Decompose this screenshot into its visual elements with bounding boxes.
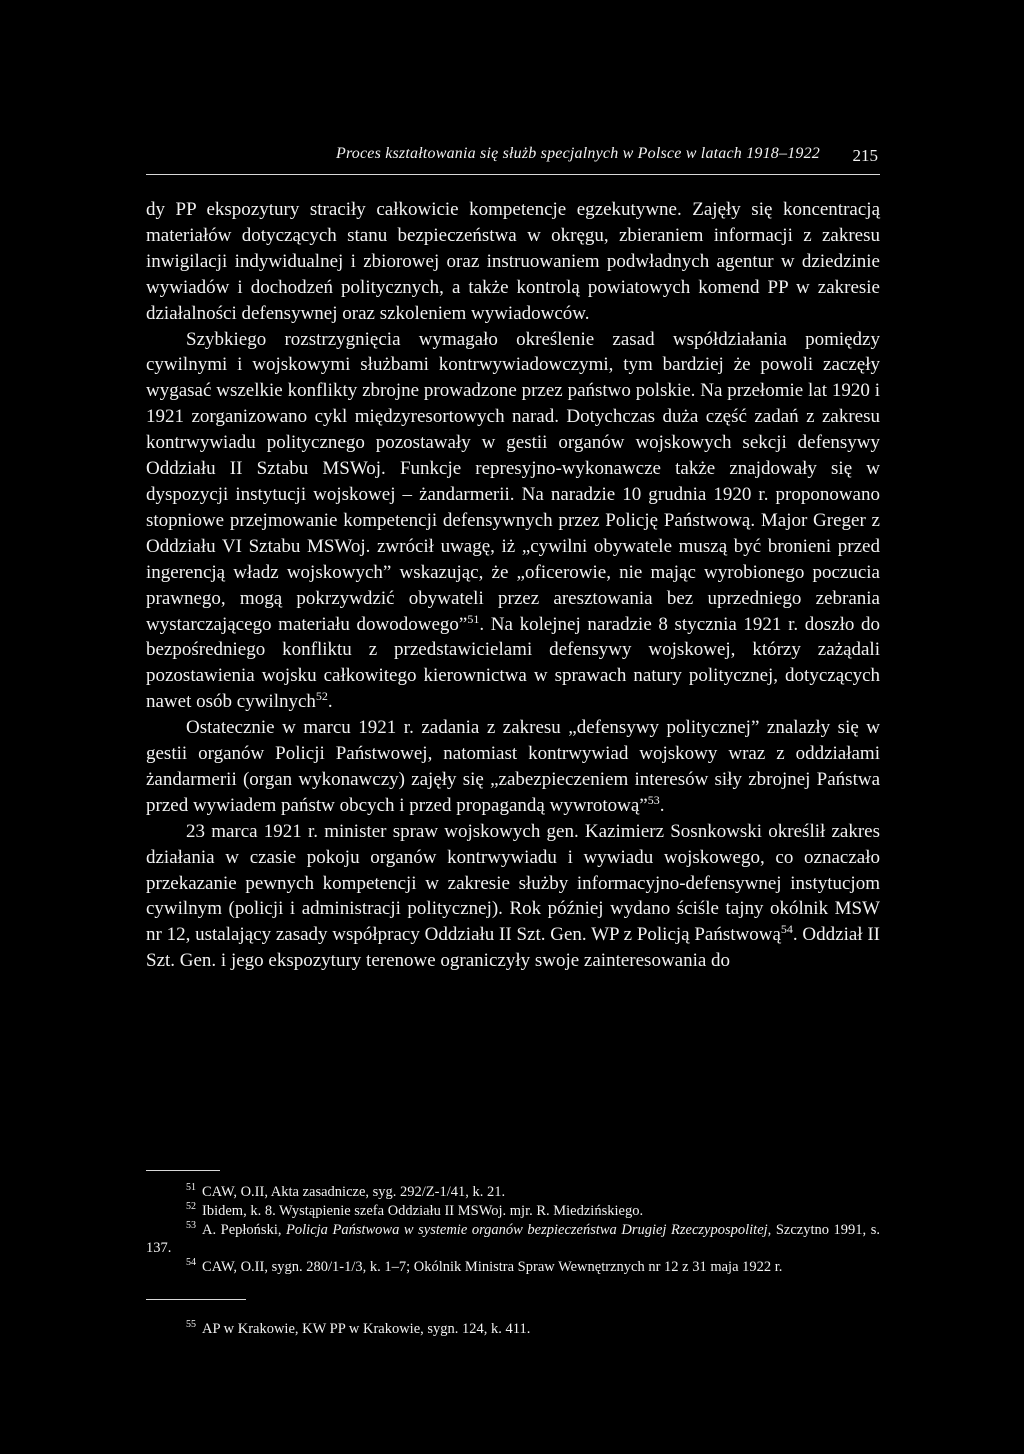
footnote-text-title: Policja Państwowa w systemie organów bezpieczeństwa Drugiej Rzeczypospolitej: [286, 1221, 768, 1238]
footnote-53: [146, 1221, 880, 1259]
book-page: [146, 0, 880, 1454]
footnote-divider-2: [146, 1299, 246, 1300]
paragraph-4-text-b: . Oddział II Szt. Gen. i jego ekspozytury terenowe ograniczyły swoje zainteresowania do: [146, 924, 880, 972]
footnote-number: 53: [186, 1219, 196, 1231]
footnote-text-author: A. Pepłoński,: [202, 1221, 287, 1238]
running-title: Proces kształtowania się służb specjalnych w Polsce w latach 1918–1922: [335, 145, 820, 162]
paragraph-4-text-a: 23 marca 1921 r. minister spraw wojskowych gen. Kazimierz Sosnkowski określił zakres działania w czasie pokoju organów kontrwywiadu i wywiadu wojskowego, co oznaczało przekazanie pewnych kompetencji w zakresie służby informacyjno-defensywnej instytucjom cywilnym (policji i administracji politycznej). Rok później wydano ściśle tajny okólnik MSW nr 12, ustalający zasady współpracy Oddziału II Szt. Gen. WP z Policją Państwową: [146, 820, 880, 946]
paragraph-4: [146, 819, 880, 974]
paragraph-2: [146, 327, 880, 716]
paragraph-1: [146, 197, 880, 327]
footnote-text: CAW, O.II, sygn. 280/1-1/3, k. 1–7; Okólnik Ministra Spraw Wewnętrznych nr 12 z 31 maja 1922 r.: [202, 1259, 783, 1276]
footnote-52: [146, 1202, 880, 1221]
footnote-ref-53: 53: [647, 792, 660, 807]
footnote-text-rest: , Szczytno 1991, s. 137.: [146, 1221, 881, 1257]
paragraph-2-text-a: Szybkiego rozstrzygnięcia wymagało określenie zasad współdziałania pomiędzy cywilnymi i wojskowymi służbami kontrwywiadowczymi, tym bardziej że powoli zaczęły wygasać wszelkie konflikty zbrojne prowadzone przez państwo polskie. Na przełomie lat 1920 i 1921 zorganizowano cykl międzyresortowych narad. Dotychczas duża część zadań z zakresu kontrwywiadu politycznego pozostawały w gestii organów wojskowych sekcji defensywy Oddziału II Sztabu MSWoj. Funkcje represyjno-wykonawcze także znajdowały się w dyspozycji instytucji wojskowej – żandarmerii. Na naradzie 10 grudnia 1920 r. proponowano stopniowe przejmowanie kompetencji defensywnych przez Policję Państwową. Major Greger z Oddziału VI Sztabu MSWoj. zwrócił uwagę, iż „cywilni obywatele muszą być bronieni przed ingerencją władz wojskowych” wskazując, że „oficerowie, nie mając wyrobionego poczucia prawnego, mogą pokrzywdzić obywateli przez aresztowania bez uprzedniego zebrania wystarczającego materiału dowodowego”: [146, 328, 880, 635]
footnote-55: [186, 1320, 530, 1339]
paragraph-3-text-b: .: [659, 794, 665, 816]
footnote-text: AP w Krakowie, KW PP w Krakowie, sygn. 124, k. 411.: [202, 1321, 531, 1337]
footnote-ref-54: 54: [780, 922, 793, 937]
footnote-54: [146, 1258, 880, 1277]
footnote-divider: [146, 1170, 220, 1171]
footnote-ref-51: 51: [467, 611, 480, 626]
footnotes: [146, 1183, 880, 1277]
paragraph-3-text-a: Ostatecznie w marcu 1921 r. zadania z zakresu „defensywy politycznej” znalazły się w gestii organów Policji Państwowej, natomiast kontrwywiad wojskowy wraz z oddziałami żandarmerii (organ wykonawczy) zajęły się „zabezpieczeniem interesów siły zbrojnej Państwa przed wywiadem państw obcych i przed propagandą wywrotową”: [146, 717, 880, 816]
footnote-number: 51: [186, 1182, 196, 1193]
running-header: [146, 140, 880, 175]
footnote-text: CAW, O.II, Akta zasadnicze, syg. 292/Z-1/41, k. 21.: [202, 1184, 506, 1200]
paragraph-2-text-c: .: [327, 691, 333, 713]
footnote-number: 52: [186, 1200, 196, 1212]
footnote-number: 54: [186, 1257, 196, 1269]
footnote-text: Ibidem, k. 8. Wystąpienie szefa Oddziału II MSWoj. mjr. R. Miedzińskiego.: [202, 1202, 644, 1219]
paragraph-2-text-b: . Na kolejnej naradzie 8 stycznia 1921 r. doszło do bezpośredniego konfliktu z przedstawicielami defensywy wojskowej, którzy zażądali pozostawienia wojsku całkowitego kierownictwa w sprawach natury politycznej, dotyczących nawet osób cywilnych: [146, 613, 880, 713]
footnote-number: 55: [186, 1319, 196, 1330]
footnote-ref-52: 52: [315, 689, 328, 704]
footnote-51: [146, 1183, 880, 1202]
main-text: [146, 197, 880, 974]
paragraph-1-text: dy PP ekspozytury straciły całkowicie kompetencje egzekutywne. Zajęły się koncentracją materiałów dotyczących stanu bezpieczeństwa w okręgu, zbieraniem informacji z zakresu inwigilacji indywidualnej i zbiorowej oraz instruowaniem podwładnych agentur w dziedzinie wywiadów i dochodzeń politycznych, a także kontrolą powiatowych komend PP w zakresie działalności defensywnej oraz szkoleniem wywiadowców.: [146, 199, 880, 324]
page-number: 215: [852, 146, 878, 165]
paragraph-3: [146, 715, 880, 819]
